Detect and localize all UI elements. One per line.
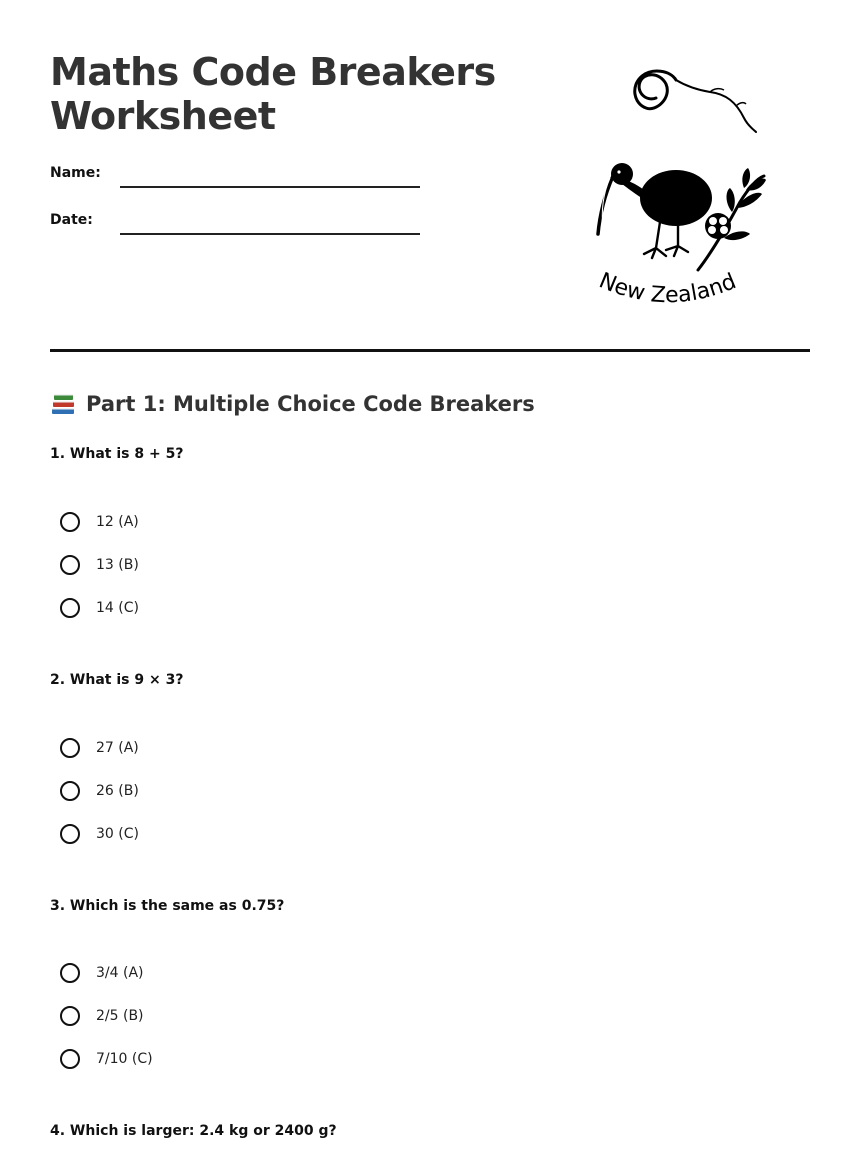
q3-option-a[interactable] xyxy=(60,960,143,986)
radio-button[interactable] xyxy=(60,781,80,801)
option-label: 13 (B) xyxy=(96,557,139,573)
q3-option-b[interactable] xyxy=(60,1003,144,1029)
radio-button[interactable] xyxy=(60,963,80,983)
section-heading xyxy=(50,388,535,420)
question-3: 3. Which is the same as 0.75? xyxy=(50,898,285,914)
name-label: Name: xyxy=(50,165,101,181)
title-line-2: Worksheet xyxy=(50,94,276,138)
radio-button[interactable] xyxy=(60,1049,80,1069)
option-label: 7/10 (C) xyxy=(96,1051,153,1067)
q1-option-c[interactable] xyxy=(60,595,139,621)
kiwi-bird-icon xyxy=(598,71,766,270)
question-1: 1. What is 8 + 5? xyxy=(50,446,184,462)
q1-option-a[interactable] xyxy=(60,509,139,535)
title-line-1: Maths Code Breakers xyxy=(50,50,496,94)
radio-button[interactable] xyxy=(60,555,80,575)
new-zealand-logo xyxy=(586,62,766,322)
name-field[interactable] xyxy=(120,186,420,188)
books-icon xyxy=(50,391,76,417)
q1-option-b[interactable] xyxy=(60,552,139,578)
radio-button[interactable] xyxy=(60,512,80,532)
logo-text xyxy=(595,268,739,308)
date-field[interactable] xyxy=(120,233,420,235)
radio-button[interactable] xyxy=(60,824,80,844)
q3-option-c[interactable] xyxy=(60,1046,153,1072)
header-divider xyxy=(50,349,810,352)
page-title xyxy=(50,50,510,138)
question-4: 4. Which is larger: 2.4 kg or 2400 g? xyxy=(50,1123,337,1139)
option-label: 27 (A) xyxy=(96,740,139,756)
radio-button[interactable] xyxy=(60,1006,80,1026)
option-label: 26 (B) xyxy=(96,783,139,799)
option-label: 12 (A) xyxy=(96,514,139,530)
option-label: 14 (C) xyxy=(96,600,139,616)
q2-option-c[interactable] xyxy=(60,821,139,847)
date-label: Date: xyxy=(50,212,93,228)
logo-text-path: New Zealand xyxy=(595,268,740,309)
q2-option-b[interactable] xyxy=(60,778,139,804)
q2-option-a[interactable] xyxy=(60,735,139,761)
question-2: 2. What is 9 × 3? xyxy=(50,672,184,688)
option-label: 30 (C) xyxy=(96,826,139,842)
radio-button[interactable] xyxy=(60,738,80,758)
option-label: 3/4 (A) xyxy=(96,965,144,981)
radio-button[interactable] xyxy=(60,598,80,618)
option-label: 2/5 (B) xyxy=(96,1008,144,1024)
section-title: Part 1: Multiple Choice Code Breakers xyxy=(86,392,535,416)
